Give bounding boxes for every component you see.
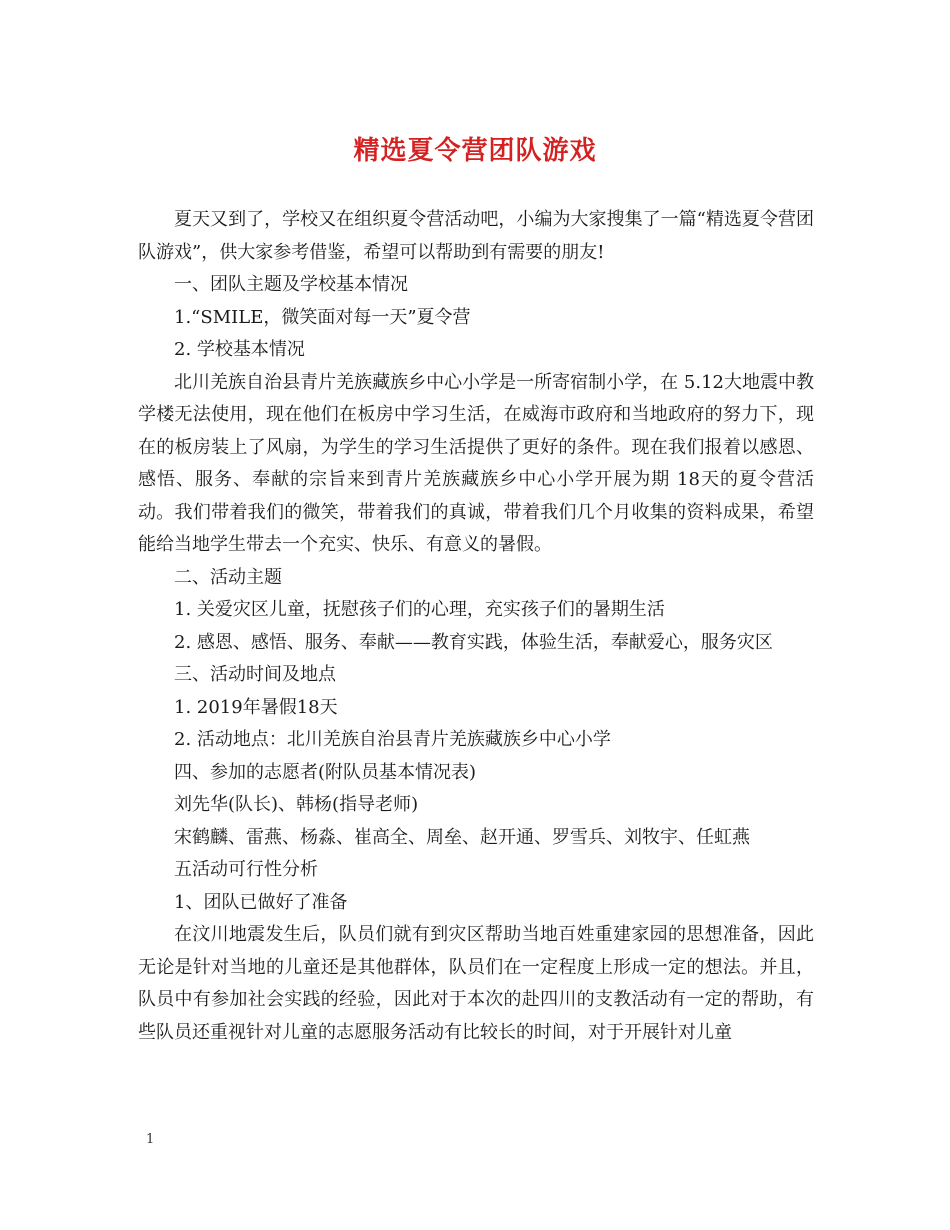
page-number: 1 — [146, 1132, 155, 1147]
intro-paragraph: 夏天又到了，学校又在组织夏令营活动吧，小编为大家搜集了一篇“精选夏令营团队游戏”，供大家参考借鉴，希望可以帮助到有需要的朋友! — [138, 209, 814, 263]
section-heading-4: 四、参加的志愿者(附队员基本情况表) — [174, 761, 477, 783]
list-item-5-1: 1、团队已做好了准备 — [174, 891, 348, 913]
document-body — [138, 204, 814, 1049]
list-item-2-1: 1. 关爱灾区儿童，抚慰孩子们的心理，充实孩子们的暑期生活 — [174, 599, 665, 620]
school-description-paragraph: 北川羌族自治县青片羌族藏族乡中心小学是一所寄宿制小学，在 5.12大地震中教学楼无法使用，现在他们在板房中学习生活，在威海市政府和当地政府的努力下，现在的板房装上了风扇，为学生的学习生活提供了更好的条件。现在我们报着以感恩、感悟、服务、奉献的宗旨来到青片羌族藏族乡中心小学开展为期 18天的夏令营活动。我们带着我们的微笑，带着我们的真诚，带着我们几个月收集的资料成果，希望能给当地学生带去一个充实、快乐、有意义的暑假。 — [138, 371, 814, 555]
section-heading-2: 二、活动主题 — [174, 566, 282, 588]
list-item-1-1: 1.“SMILE，微笑面对每一天”夏令营 — [174, 306, 471, 328]
list-item-3-2: 2. 活动地点：北川羌族自治县青片羌族藏族乡中心小学 — [174, 729, 611, 750]
section-heading-1: 一、团队主题及学校基本情况 — [174, 274, 408, 295]
list-item-3-1: 1. 2019年暑假18天 — [174, 696, 338, 718]
list-item-1-2: 2. 学校基本情况 — [174, 339, 305, 360]
volunteer-members: 宋鹤麟、雷燕、杨淼、崔高全、周垒、赵开通、罗雪兵、刘牧宇、任虹燕 — [174, 826, 750, 848]
section-heading-5: 五活动可行性分析 — [174, 859, 318, 880]
list-item-2-2: 2. 感恩、感悟、服务、奉献——教育实践，体验生活，奉献爱心，服务灾区 — [174, 631, 773, 653]
volunteer-leaders: 刘先华(队长)、韩杨(指导老师) — [174, 794, 419, 815]
section-heading-3: 三、活动时间及地点 — [174, 664, 336, 685]
document-title: 精选夏令营团队游戏 — [353, 136, 597, 166]
feasibility-paragraph: 在汶川地震发生后，队员们就有到灾区帮助当地百姓重建家园的思想准备，因此无论是针对当地的儿童还是其他群体，队员们在一定程度上形成一定的想法。并且，队员中有参加社会实践的经验，因此对于本次的赴四川的支教活动有一定的帮助，有些队员还重视针对儿童的志愿服务活动有比较长的时间，对于开展针对儿童 — [138, 924, 814, 1043]
